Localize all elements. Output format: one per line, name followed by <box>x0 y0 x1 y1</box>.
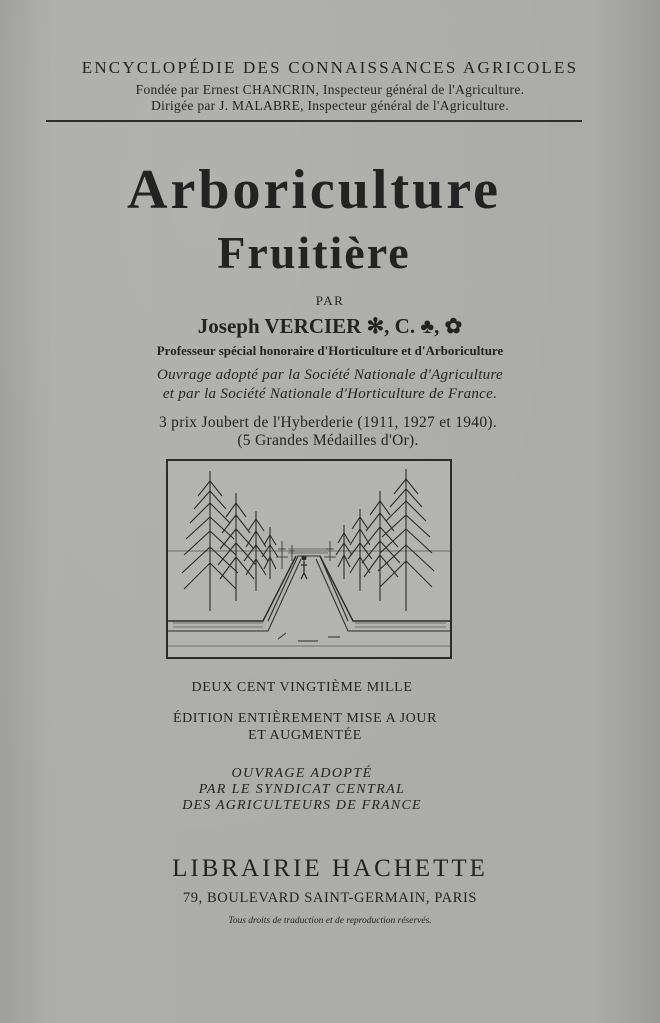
prize-line1: 3 prix Joubert de l'Hyberderie (1911, 1927 et 1940). <box>158 414 498 431</box>
by-label: PAR <box>315 293 345 308</box>
publisher-address: 79, BOULEVARD SAINT-GERMAIN, PARIS <box>182 890 478 906</box>
revision-line2: ET AUGMENTÉE <box>248 728 362 743</box>
syndicate-line1: OUVRAGE ADOPTÉ <box>231 766 373 781</box>
rights-notice: Tous droits de traduction et de reproduction réservés. <box>228 916 432 926</box>
syndicate-line3: DES AGRICULTEURS DE FRANCE <box>182 798 422 813</box>
director-line: Dirigée par J. MALABRE, Inspecteur général de l'Agriculture. <box>151 98 509 113</box>
orchard-illustration <box>166 459 452 659</box>
author-name: Joseph VERCIER ✻, C. ♣, ✿ <box>197 314 463 338</box>
adoption-line2: et par la Société Nationale d'Horticulture de France. <box>162 386 498 402</box>
book-title-line2: Fruitière <box>217 227 411 278</box>
header-rule <box>46 120 582 122</box>
series-title: ENCYCLOPÉDIE DES CONNAISSANCES AGRICOLES <box>81 58 579 77</box>
founder-line: Fondée par Ernest CHANCRIN, Inspecteur général de l'Agriculture. <box>135 82 525 97</box>
adoption-line1: Ouvrage adopté par la Société Nationale d'Agriculture <box>157 367 503 383</box>
publisher-name: LIBRAIRIE HACHETTE <box>172 855 488 882</box>
edition-line: DEUX CENT VINGTIÈME MILLE <box>191 680 413 695</box>
syndicate-line2: PAR LE SYNDICAT CENTRAL <box>198 782 406 797</box>
author-role: Professeur spécial honoraire d'Horticulture et d'Arboriculture <box>156 343 504 358</box>
revision-line1: ÉDITION ENTIÈREMENT MISE A JOUR <box>172 711 438 726</box>
prize-line2: (5 Grandes Médailles d'Or). <box>237 432 419 449</box>
book-title-line1: Arboriculture <box>127 159 501 221</box>
